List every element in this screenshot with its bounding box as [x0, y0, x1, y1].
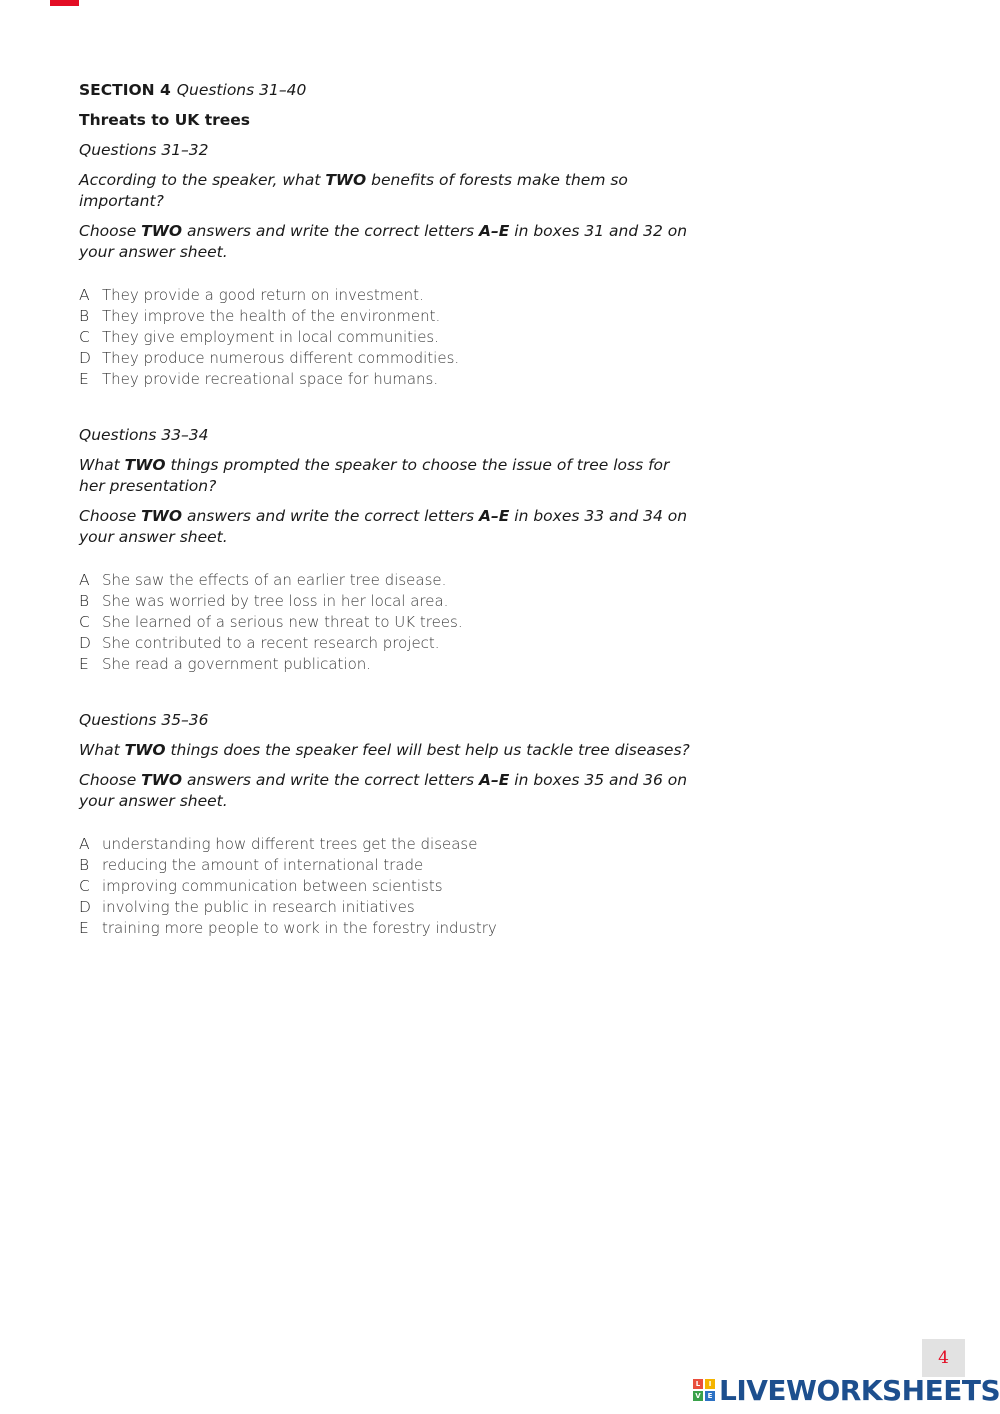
instruction-text: According to the speaker, what — [79, 171, 326, 189]
liveworksheets-logo-text: LIVEWORKSHEETS — [719, 1373, 1000, 1407]
answer-instructions — [79, 221, 699, 263]
option-item — [79, 369, 699, 390]
option-text: They give employment in local communities. — [102, 328, 440, 346]
emphasis-text: TWO — [325, 171, 367, 189]
option-letter: A — [79, 835, 90, 853]
instruction-text: What — [79, 456, 125, 474]
emphasis-text: A–E — [479, 771, 510, 789]
question-groups — [79, 140, 699, 939]
option-item — [79, 633, 699, 654]
instruction-text: answers and write the correct letters — [182, 222, 479, 240]
option-letter: C — [79, 328, 90, 346]
option-letter: D — [79, 898, 91, 916]
option-text: They provide a good return on investment. — [102, 286, 424, 304]
page-content — [79, 80, 699, 974]
question-range: Questions 31–32 — [79, 141, 209, 159]
option-text: She contributed to a recent research project. — [102, 634, 440, 652]
option-item — [79, 285, 699, 306]
option-letter: E — [79, 919, 89, 937]
section-question-range: Questions 31–40 — [176, 81, 307, 99]
option-text: They improve the health of the environment. — [102, 307, 441, 325]
instruction-text: Choose — [79, 507, 142, 525]
option-item — [79, 897, 699, 918]
option-item — [79, 306, 699, 327]
option-item — [79, 855, 699, 876]
option-list — [79, 834, 699, 939]
option-list — [79, 285, 699, 390]
option-text: understanding how different trees get the disease — [102, 835, 478, 853]
instruction-text: in boxes 33 and 34 on your answer sheet. — [79, 507, 688, 546]
option-list — [79, 570, 699, 675]
option-letter: E — [79, 655, 89, 673]
question-group — [79, 140, 699, 390]
question-prompt — [79, 170, 699, 212]
instruction-text: in boxes 31 and 32 on your answer sheet. — [79, 222, 688, 261]
option-text: reducing the amount of international trade — [102, 856, 424, 874]
option-letter: C — [79, 613, 90, 631]
option-item — [79, 612, 699, 633]
option-text: improving communication between scientists — [102, 877, 443, 895]
instruction-text: things does the speaker feel will best help us tackle tree diseases? — [165, 741, 690, 759]
page-title: Threats to UK trees — [79, 111, 251, 129]
question-prompt — [79, 455, 699, 497]
logo-icon-tile: E — [705, 1391, 715, 1401]
option-text: training more people to work in the forestry industry — [102, 919, 497, 937]
emphasis-text: TWO — [141, 222, 183, 240]
option-letter: B — [79, 307, 90, 325]
liveworksheets-logo — [693, 1374, 1000, 1406]
question-range: Questions 33–34 — [79, 426, 209, 444]
option-text: She saw the effects of an earlier tree disease. — [102, 571, 447, 589]
instruction-text: Choose — [79, 771, 142, 789]
instruction-text: benefits of forests make them so important? — [79, 171, 628, 210]
corner-accent-bar — [50, 0, 79, 6]
option-text: They produce numerous different commodities. — [102, 349, 460, 367]
section-label: SECTION 4 — [79, 81, 171, 99]
option-item — [79, 834, 699, 855]
logo-icon-tile: V — [693, 1391, 703, 1401]
answer-instructions — [79, 506, 699, 548]
instruction-text: What — [79, 741, 125, 759]
question-group — [79, 710, 699, 939]
emphasis-text: TWO — [141, 507, 183, 525]
emphasis-text: TWO — [141, 771, 183, 789]
option-letter: E — [79, 370, 89, 388]
emphasis-text: A–E — [479, 507, 510, 525]
question-prompt — [79, 740, 699, 761]
emphasis-text: A–E — [479, 222, 510, 240]
question-group — [79, 425, 699, 675]
option-letter: A — [79, 286, 90, 304]
question-range: Questions 35–36 — [79, 711, 209, 729]
instruction-text: answers and write the correct letters — [182, 507, 479, 525]
option-text: involving the public in research initiatives — [102, 898, 415, 916]
option-letter: A — [79, 571, 90, 589]
emphasis-text: TWO — [124, 741, 166, 759]
option-item — [79, 591, 699, 612]
option-item — [79, 570, 699, 591]
option-text: She was worried by tree loss in her local area. — [102, 592, 449, 610]
option-letter: B — [79, 856, 90, 874]
option-item — [79, 654, 699, 675]
emphasis-text: TWO — [124, 456, 166, 474]
option-item — [79, 876, 699, 897]
page-number: 4 — [922, 1339, 965, 1377]
instruction-text: Choose — [79, 222, 142, 240]
instruction-text: in boxes 35 and 36 on your answer sheet. — [79, 771, 688, 810]
answer-instructions — [79, 770, 699, 812]
instruction-text: answers and write the correct letters — [182, 771, 479, 789]
option-item — [79, 348, 699, 369]
logo-icon-tile: L — [693, 1379, 703, 1389]
instruction-text: things prompted the speaker to choose the issue of tree loss for her presentation? — [79, 456, 670, 495]
option-letter: D — [79, 634, 91, 652]
option-letter: C — [79, 877, 90, 895]
option-item — [79, 918, 699, 939]
option-text: She learned of a serious new threat to UK trees. — [102, 613, 463, 631]
section-heading — [79, 80, 699, 101]
option-item — [79, 327, 699, 348]
liveworksheets-logo-icon — [693, 1379, 715, 1401]
logo-icon-tile: I — [705, 1379, 715, 1389]
option-letter: D — [79, 349, 91, 367]
option-text: They provide recreational space for humans. — [102, 370, 439, 388]
option-letter: B — [79, 592, 90, 610]
option-text: She read a government publication. — [102, 655, 372, 673]
